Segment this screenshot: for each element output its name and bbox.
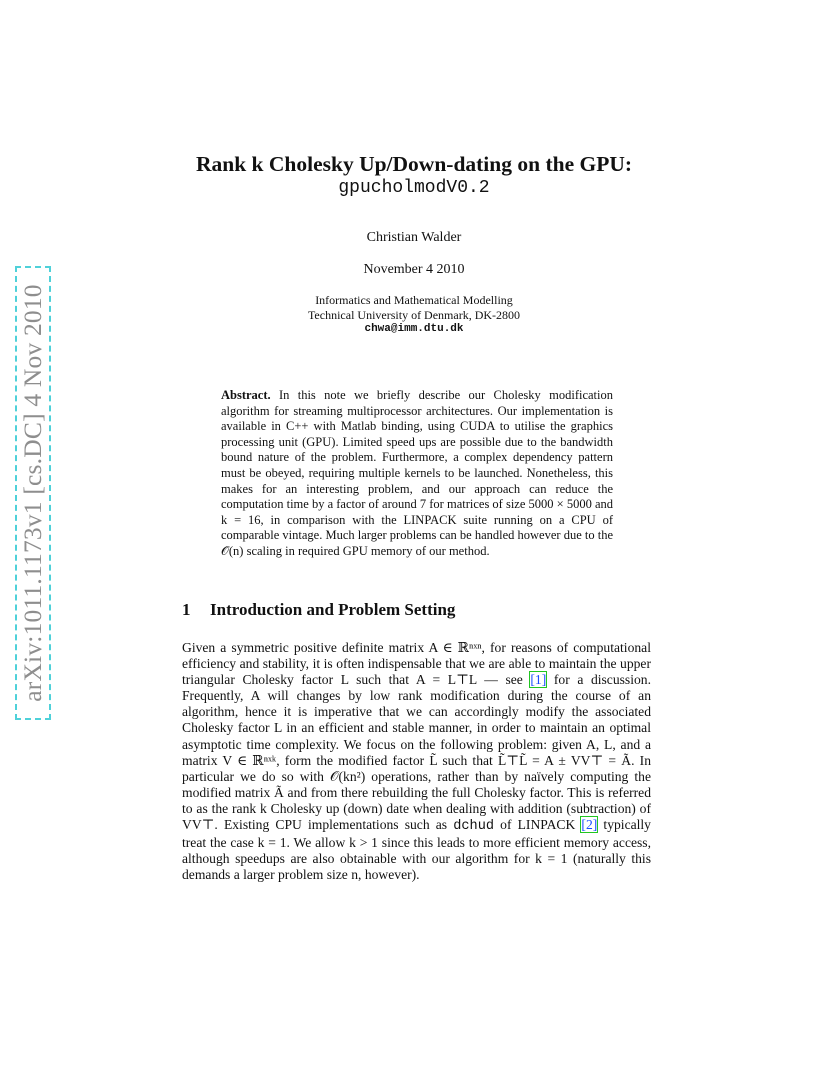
author-name: Christian Walder	[366, 230, 462, 245]
body-text-part-1: Given a symmetric positive definite matrix A ∈ ℝⁿˣⁿ, for reasons of computational efficiency and stability, it is often indispensable that we are able to maintain the upper triangular Cholesky factor L such that A = L⊤L — see	[182, 640, 651, 688]
abstract	[221, 388, 613, 560]
section-heading	[182, 600, 455, 620]
section-title: Introduction and Problem Setting	[210, 600, 456, 619]
paper-title: Rank k Cholesky Up/Down-dating on the GPU:	[195, 152, 633, 176]
abstract-text: In this note we briefly describe our Cholesky modification algorithm for streaming multiprocessor architectures. Our implementation is available in C++ with Matlab binding, using CUDA to utilise the graphics processing unit (GPU). Limited speed ups are possible due to the bandwidth bound nature of the problem. Furthermore, a complex dependency pattern must be obeyed, requiring multiple kernels to be launched. Nonetheless, this makes for an interesting problem, and our approach can reduce the computation time by a factor of around 7 for matrices of size 5000 × 5000 and k = 16, in comparison with the LINPACK suite running on a CPU of comparable vintage. Much larger problems can be handled however due to the 𝒪(n) scaling in required GPU memory of our method.	[221, 388, 614, 558]
body-paragraph	[182, 640, 651, 883]
abstract-label: Abstract.	[221, 388, 271, 402]
citation-link-1[interactable]: [1]	[530, 672, 547, 688]
body-text-part-2: for a discussion. Frequently, A will changes by low rank modification during the course of an algorithm, hence it is imperative that we can accordingly modify the associated Cholesky factor L in an efficient and stable manner, in order to maintain an optimal asymptotic time complexity. We focus on the following problem: given A, L, and a matrix V ∈ ℝⁿˣᵏ, form the modified factor L̃ such that L̃⊤L̃ = A ± VV⊤ = Ã. In particular we do so with 𝒪(kn²) operations, rather than by naïvely computing the modified matrix Ã and from there rebuilding the full Cholesky factor. This is referred to as the rank k Cholesky up (down) date when dealing with addition (subtraction) of VV⊤. Existing CPU implementations such as	[182, 672, 651, 833]
affiliation-line-2: Technical University of Denmark, DK-2800	[307, 308, 521, 322]
affiliation-line-1: Informatics and Mathematical Modelling	[315, 293, 513, 307]
paper-subtitle: gpucholmodV0.2	[338, 178, 490, 198]
author-email: chwa@imm.dtu.dk	[364, 323, 464, 335]
arxiv-identifier[interactable]: arXiv:1011.1173v1 [cs.DC] 4 Nov 2010	[18, 284, 47, 702]
body-text-part-3: of LINPACK	[494, 817, 582, 833]
paper-date: November 4 2010	[363, 262, 465, 277]
code-dchud: dchud	[453, 819, 495, 835]
section-number: 1	[182, 600, 191, 619]
citation-link-2[interactable]: [2]	[581, 817, 598, 833]
body-text-part-4: typically treat the case k = 1. We allow k > 1 since this leads to more efficient memory access, although speedups are also obtainable with our algorithm for k = 1 (naturally this demands a larger problem size n, however).	[182, 817, 651, 883]
